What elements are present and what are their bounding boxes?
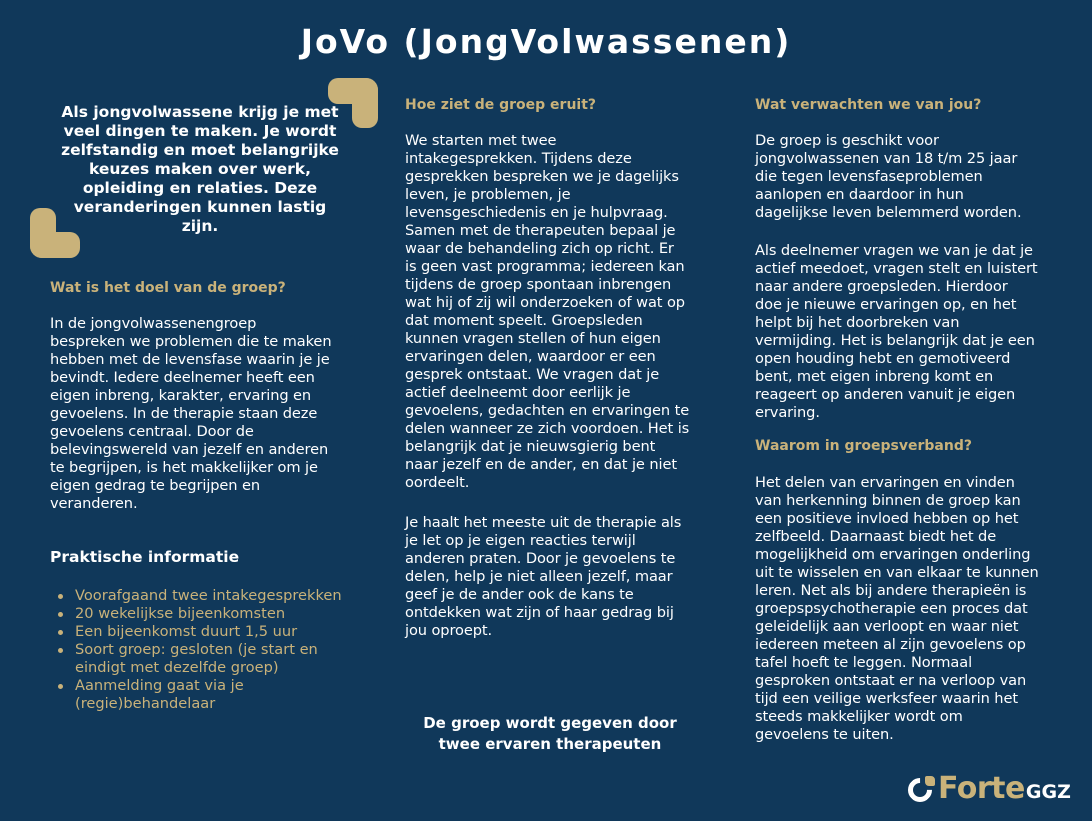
text-line: jongvolwassenen van 18 t/m 25 jaar xyxy=(755,150,1018,167)
text-line: veranderen. xyxy=(50,495,138,512)
text-line: wat hij of zij wil onderzoeken of wat op xyxy=(405,294,685,311)
logo-brand-text: Forte xyxy=(938,771,1025,806)
list-item xyxy=(50,641,342,677)
text-line: doe je nieuwe ervaringen op, en het xyxy=(755,296,1017,313)
paragraph-group-appearance xyxy=(405,132,689,492)
text-line: bespreken we problemen die te maken xyxy=(50,333,332,350)
text-line: intakegesprekken. Tijdens deze xyxy=(405,150,632,167)
heading-goal: Wat is het doel van de groep? xyxy=(50,280,286,296)
heading-why-group: Waarom in groepsverband? xyxy=(755,438,972,454)
text-line: 20 wekelijkse bijeenkomsten xyxy=(75,605,286,622)
paragraph-why-group xyxy=(755,474,1039,744)
text-line: jou oproept. xyxy=(405,622,493,639)
text-line: gesprek ontstaat. We vragen dat je xyxy=(405,366,660,383)
intro-line: veel dingen te maken. Je wordt xyxy=(63,122,337,140)
text-line: Als deelnemer vragen we van je dat je xyxy=(755,242,1033,259)
text-line: belevingswereld van jezelf en anderen xyxy=(50,441,329,458)
text-line: gesprekken bespreken we je dagelijks xyxy=(405,168,679,185)
text-line: uit te wisselen en van elkaar te kunnen xyxy=(755,564,1039,581)
text-line: steeds makkelijker wordt om xyxy=(755,708,963,725)
page-title: JoVo (JongVolwassenen) xyxy=(300,22,792,61)
intro-line: opleiding en relaties. Deze xyxy=(82,179,318,197)
text-line: van herkenning binnen de groep kan xyxy=(755,492,1021,509)
text-line: twee ervaren therapeuten xyxy=(438,735,662,753)
intro-line: Als jongvolwassene krijg je met xyxy=(61,103,339,121)
text-line: hebben met de levensfase waarin je je xyxy=(50,351,330,368)
list-item xyxy=(50,587,342,605)
text-line: Een bijeenkomst duurt 1,5 uur xyxy=(75,623,298,640)
text-line: delen wanneer ze zich voordoen. Het is xyxy=(405,420,690,437)
text-line: ontdekken wat zijn of haar gedrag bij xyxy=(405,604,674,621)
text-line: De groep wordt gegeven door xyxy=(423,714,677,732)
text-line: Samen met de therapeuten bepaal je xyxy=(405,222,676,239)
forte-ring-icon xyxy=(908,776,934,802)
text-line: tijdens de groep spontaan inbrengen xyxy=(405,276,672,293)
paragraph-suitability xyxy=(755,132,1022,222)
text-line: Aanmelding gaat via je xyxy=(75,677,244,694)
text-line: Je haalt het meeste uit de therapie als xyxy=(405,514,682,531)
text-line: tijd een veilige werksfeer waarin het xyxy=(755,690,1018,707)
text-line: dat moment speelt. Groepsleden xyxy=(405,312,643,329)
text-line: eigen inbreng, karakter, ervaring en xyxy=(50,387,312,404)
text-line: reageert op anderen vanuit je eigen xyxy=(755,386,1016,403)
text-line: een positieve invloed hebben op het xyxy=(755,510,1019,527)
text-line: open houding hebt en gemotiveerd xyxy=(755,350,1011,367)
text-line: tafel hoeft te leggen. Normaal xyxy=(755,654,973,671)
text-line: eindigt met dezelfde groep) xyxy=(75,659,279,676)
text-line: helpt bij het doorbreken van xyxy=(755,314,960,331)
heading-expectations: Wat verwachten we van jou? xyxy=(755,97,982,113)
text-line: De groep is geschikt voor xyxy=(755,132,939,149)
text-line: gevoelens, gedachten en ervaringen te xyxy=(405,402,690,419)
text-line: ervaringen delen, waardoor er een xyxy=(405,348,656,365)
text-line: Soort groep: gesloten (je start en xyxy=(75,641,318,658)
practical-info-list xyxy=(50,587,342,713)
text-line: In de jongvolwassenengroep xyxy=(50,315,257,332)
paragraph-goal xyxy=(50,315,331,513)
text-line: oordeelt. xyxy=(405,474,470,491)
text-line: anderen praten. Door je gevoelens te xyxy=(405,550,676,567)
text-line: leven, je problemen, je xyxy=(405,186,571,203)
text-line: vermijding. Het is belangrijk dat je een xyxy=(755,332,1035,349)
text-line: groepspsychotherapie een proces dat xyxy=(755,600,1028,617)
intro-line: zijn. xyxy=(181,217,219,235)
text-line: Voorafgaand twee intakegesprekken xyxy=(75,587,342,604)
intro-line: zelfstandig en moet belangrijke xyxy=(61,141,339,159)
heading-practical-info: Praktische informatie xyxy=(50,548,240,566)
list-item xyxy=(50,605,342,623)
text-line: leren. Net als bij andere therapieën is xyxy=(755,582,1027,599)
text-line: Het delen van ervaringen en vinden xyxy=(755,474,1015,491)
text-line: actief deelneemt door eerlijk je xyxy=(405,384,631,401)
text-line: bent, met eigen inbreng komt en xyxy=(755,368,994,385)
text-line: actief meedoet, vragen stelt en luistert xyxy=(755,260,1038,277)
intro-quote xyxy=(55,103,345,236)
text-line: geef je de ander ook de kans te xyxy=(405,586,634,603)
heading-group-appearance: Hoe ziet de groep eruit? xyxy=(405,97,597,113)
text-line: belangrijk dat je nieuwsgierig bent xyxy=(405,438,656,455)
closing-statement xyxy=(395,713,705,755)
text-line: waar de behandeling zich op richt. Er xyxy=(405,240,674,257)
text-line: te begrijpen, is het makkelijker om je xyxy=(50,459,318,476)
text-line: (regie)behandelaar xyxy=(75,695,216,712)
list-item xyxy=(50,623,342,641)
text-line: ervaring. xyxy=(755,404,820,421)
text-line: die tegen levensfaseproblemen xyxy=(755,168,983,185)
text-line: levensgeschiedenis en je hulpvraag. xyxy=(405,204,668,221)
text-line: naar jezelf en de ander, en dat je niet xyxy=(405,456,677,473)
text-line: je let op je eigen reacties terwijl xyxy=(405,532,636,549)
text-line: eigen gedrag te begrijpen en xyxy=(50,477,261,494)
text-line: is geen vast programma; iedereen kan xyxy=(405,258,685,275)
intro-line: veranderingen kunnen lastig xyxy=(73,198,327,216)
text-line: naar andere groepsleden. Hierdoor xyxy=(755,278,1008,295)
text-line: gevoelens centraal. Door de xyxy=(50,423,254,440)
intro-line: keuzes maken over werk, xyxy=(88,160,312,178)
text-line: zelfbeeld. Daarnaast biedt het de xyxy=(755,528,997,545)
list-item xyxy=(50,677,342,713)
paragraph-participant-expectations xyxy=(755,242,1038,422)
text-line: kunnen vragen stellen of hun eigen xyxy=(405,330,661,347)
forte-ggz-logo xyxy=(908,772,1071,806)
text-line: dagelijkse leven belemmerd worden. xyxy=(755,204,1022,221)
text-line: gevoelens. In de therapie staan deze xyxy=(50,405,318,422)
text-line: mogelijkheid om ervaringen onderling xyxy=(755,546,1031,563)
text-line: We starten met twee xyxy=(405,132,557,149)
text-line: iedereen meteen al zijn gevoelens op xyxy=(755,636,1026,653)
text-line: bevindt. Iedere deelnemer heeft een xyxy=(50,369,315,386)
text-line: gesproken ontstaat er na verloop van xyxy=(755,672,1027,689)
text-line: gevoelens te uiten. xyxy=(755,726,894,743)
text-line: geleidelijk aan verloopt en waar niet xyxy=(755,618,1019,635)
logo-suffix-text: GGZ xyxy=(1025,781,1071,803)
text-line: aanlopen en daardoor in hun xyxy=(755,186,964,203)
text-line: delen, help je niet alleen jezelf, maar xyxy=(405,568,673,585)
paragraph-therapy-tips xyxy=(405,514,681,640)
